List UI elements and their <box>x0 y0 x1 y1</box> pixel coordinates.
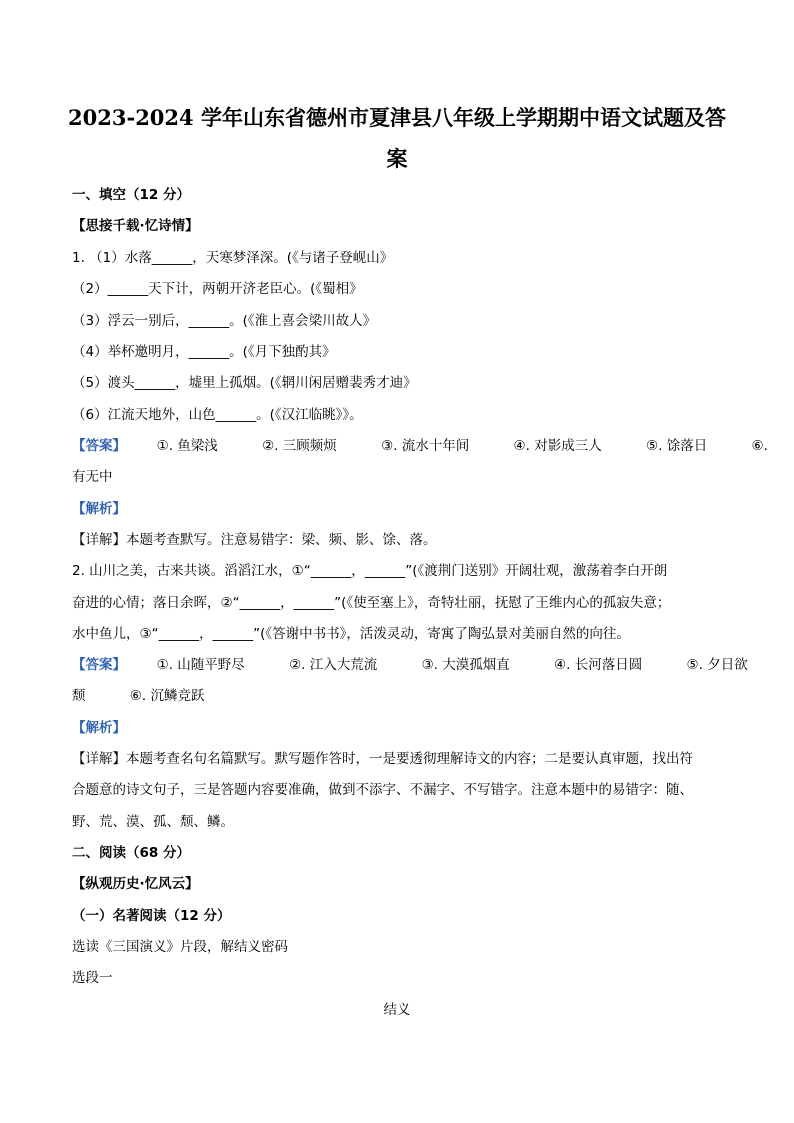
section-2-heading: 二、阅读（68 分） <box>72 845 190 861</box>
q1-line-4: （4）举杯邀明月，______。(《月下独酌其》 <box>72 344 336 360</box>
excerpt-title: 结义 <box>383 1002 411 1018</box>
q2-line-3: 水中鱼儿，③“______，______”(《答谢中书书》，活泼灵动，寄寓了陶弘景对美丽自然的向往。 <box>72 626 630 642</box>
q1-answer-4: ④. 对影成三人 <box>513 438 602 454</box>
q1-line-1: 1. （1）水落______，天寒梦泽深。(《与诸子登岘山》 <box>72 250 394 266</box>
q2-answer-3: ③. 大漠孤烟直 <box>421 657 510 673</box>
reading-intro: 选读《三国演义》片段，解结义密码 <box>72 939 288 955</box>
topic-heading-2: 【纵观历史·忆风云】 <box>72 876 199 892</box>
document-title-line-1: 2023-2024 学年山东省德州市夏津县八年级上学期期中语文试题及答 <box>68 105 726 130</box>
q1-answer-continued: 有无中 <box>72 469 113 485</box>
q2-answer-2: ②. 江入大荒流 <box>289 657 378 673</box>
q2-answer-1: ①. 山随平野尽 <box>156 657 245 673</box>
q1-answer-3: ③. 流水十年间 <box>381 438 470 454</box>
q1-answer-1: ①. 鱼梁浅 <box>156 438 218 454</box>
analysis-label-1: 【解析】 <box>72 501 126 517</box>
q2-answer-5: ⑤. 夕日欲 <box>686 657 748 673</box>
q1-answer-6: ⑥. <box>751 438 768 454</box>
answer-label-2: 【答案】 <box>72 657 126 673</box>
q1-answer-2: ②. 三顾频烦 <box>262 438 337 454</box>
topic-heading-1: 【思接千载·忆诗情】 <box>72 218 199 234</box>
q1-line-6: （6）江流天地外，山色______。(《汉江临眺》》。 <box>72 407 363 423</box>
q2-line-1: 2. 山川之美，古来共谈。滔滔江水，①“______，______”(《渡荆门送别》开阔壮观，激荡着李白开朗 <box>72 563 668 579</box>
q1-answer-row <box>72 436 768 456</box>
answer-label: 【答案】 <box>72 438 126 454</box>
q1-answer-5: ⑤. 馀落日 <box>646 438 708 454</box>
q1-line-5: （5）渡头______，墟里上孤烟。(《辋川闲居赠裴秀才迪》 <box>72 375 417 391</box>
subsection-heading: （一）名著阅读（12 分） <box>72 908 231 924</box>
q2-answer-5-cont: 颓 <box>72 688 86 704</box>
analysis-label-2: 【解析】 <box>72 720 126 736</box>
q2-answer-continued <box>72 686 732 706</box>
q2-detail-line-3: 野、荒、漠、孤、颓、鳞。 <box>72 814 234 830</box>
q2-line-2: 奋进的心情；落日余晖，②“______，______”(《使至塞上》，奇特壮丽，抚慰了王维内心的孤寂失意； <box>72 595 671 611</box>
q2-detail-line-2: 合题意的诗文句子，三是答题内容要准确，做到不添字、不漏字、不写错字。注意本题中的易错字：随、 <box>72 782 693 798</box>
q2-detail-line-1: 【详解】本题考查名句名篇默写。默写题作答时，一是要透彻理解诗文的内容；二是要认真审题，找出符 <box>72 751 693 767</box>
q2-answer-row <box>72 655 748 675</box>
q1-line-3: （3）浮云一别后，______。(《淮上喜会梁川故人》 <box>72 313 377 329</box>
document-title-line-2: 案 <box>386 146 408 171</box>
q1-detail: 【详解】本题考查默写。注意易错字：梁、频、影、馀、落。 <box>72 532 437 548</box>
q2-answer-6: ⑥. 沉鳞竞跃 <box>129 688 205 704</box>
section-1-heading: 一、填空（12 分） <box>72 187 190 203</box>
q2-answer-4: ④. 长河落日圆 <box>554 657 643 673</box>
q1-line-2: （2）______天下计，两朝开济老臣心。(《蜀相》 <box>72 281 363 297</box>
excerpt-label: 选段一 <box>72 970 113 986</box>
